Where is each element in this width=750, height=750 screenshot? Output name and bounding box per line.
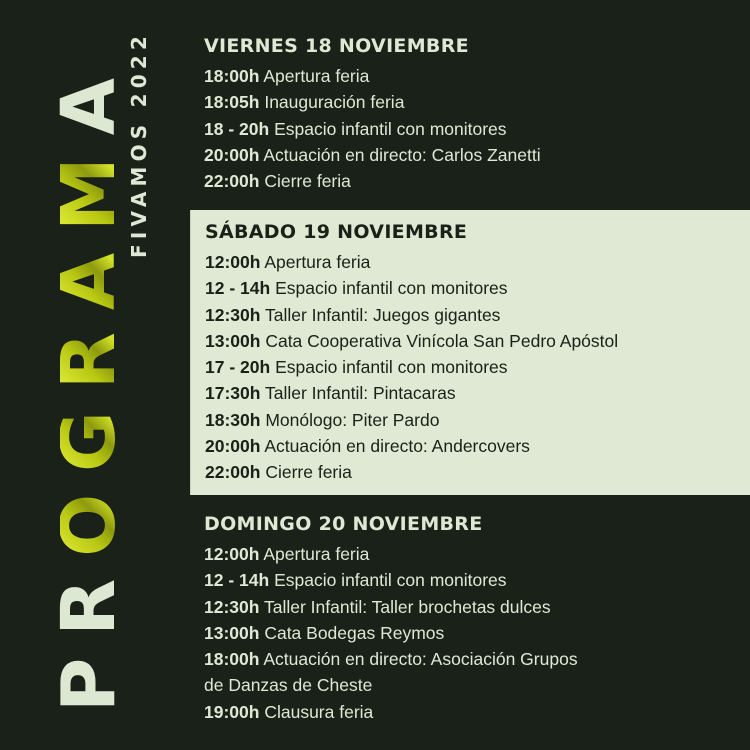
event-row: [204, 142, 750, 168]
event-time: 20:00h: [205, 436, 261, 457]
event-time: 12 - 14h: [204, 570, 270, 591]
event-time: 17:30h: [205, 383, 261, 404]
event-row: [205, 433, 750, 459]
event-time: 18:30h: [205, 409, 261, 430]
event-desc: Apertura feria: [264, 252, 371, 272]
event-desc: Actuación en directo: Asociación Grupos: [263, 649, 578, 670]
event-row: [204, 116, 750, 142]
event-desc: Cierre feria: [264, 171, 351, 192]
event-desc: Espacio infantil con monitores: [275, 357, 508, 378]
day-section-domingo: [190, 509, 750, 725]
event-row: [205, 249, 750, 275]
event-desc: Monólogo: Piter Pardo: [265, 409, 440, 430]
programa-title: [46, 55, 132, 712]
event-desc: Espacio infantil con monitores: [274, 118, 507, 139]
title-letter: O: [46, 471, 132, 557]
event-time: 18:05h: [204, 92, 260, 113]
event-desc: Actuación en directo: Andercovers: [264, 436, 530, 457]
event-row: [204, 541, 750, 567]
event-row: [205, 302, 750, 328]
event-time: 12:00h: [204, 544, 260, 564]
event-desc: Inauguración feria: [264, 92, 405, 113]
vertical-title: [0, 0, 190, 750]
day-heading: SÁBADO 19 NOVIEMBRE: [205, 221, 468, 243]
event-time: 19:00h: [204, 701, 260, 722]
event-subtitle: FIVAMOS 2022: [127, 30, 151, 258]
event-row: [205, 459, 750, 485]
event-desc: Taller Infantil: Juegos gigantes: [265, 304, 501, 325]
event-desc: Taller Infantil: Taller brochetas dulces: [264, 596, 551, 617]
event-time: 18:00h: [204, 649, 260, 670]
event-desc: Clausura feria: [264, 701, 374, 722]
event-row: [204, 620, 750, 646]
title-letter: M: [46, 135, 132, 231]
title-letter: R: [46, 310, 132, 390]
event-desc: Actuación en directo: Carlos Zanetti: [263, 144, 541, 165]
event-row: [204, 89, 750, 115]
event-desc: Cata Bodegas Reymos: [264, 622, 445, 643]
title-letter: A: [46, 230, 132, 311]
event-desc: Espacio infantil con monitores: [274, 570, 507, 591]
event-row: [204, 168, 750, 194]
event-row: [204, 699, 750, 725]
event-time: 13:00h: [205, 330, 261, 351]
event-desc: Apertura feria: [263, 66, 370, 86]
event-desc-continuation: de Danzas de Cheste: [204, 675, 373, 696]
day-section-sabado: [190, 210, 750, 495]
event-row: [205, 407, 750, 433]
event-time: 12 - 14h: [205, 278, 271, 299]
event-time: 12:30h: [205, 304, 261, 325]
event-desc: Espacio infantil con monitores: [275, 278, 508, 299]
title-letter: A: [46, 55, 132, 136]
event-time: 17 - 20h: [205, 357, 271, 378]
event-desc: Taller Infantil: Pintacaras: [265, 383, 456, 404]
event-desc: Cierre feria: [265, 462, 352, 483]
event-row: [205, 275, 750, 301]
event-time: 22:00h: [205, 462, 261, 483]
day-heading: VIERNES 18 NOVIEMBRE: [204, 35, 469, 57]
event-row: [205, 328, 750, 354]
event-time: 18 - 20h: [204, 118, 270, 139]
event-row: [204, 594, 750, 620]
event-time: 13:00h: [204, 622, 260, 643]
event-time: 22:00h: [204, 171, 260, 192]
event-row: [204, 567, 750, 593]
title-letter: G: [46, 389, 132, 472]
day-heading: DOMINGO 20 NOVIEMBRE: [204, 513, 483, 535]
event-time: 12:30h: [204, 596, 260, 617]
title-letter: R: [46, 556, 132, 636]
event-desc: Apertura feria: [263, 544, 370, 564]
day-section-viernes: [190, 31, 750, 194]
event-row: [205, 354, 750, 380]
event-time: 12:00h: [205, 252, 261, 272]
event-row: [205, 380, 750, 406]
event-row: [204, 646, 750, 672]
event-desc: Cata Cooperativa Vinícola San Pedro Apóstol: [265, 330, 619, 351]
event-row: [204, 63, 750, 89]
title-letter: P: [46, 635, 132, 712]
event-time: 20:00h: [204, 144, 260, 165]
event-time: 18:00h: [204, 66, 260, 86]
